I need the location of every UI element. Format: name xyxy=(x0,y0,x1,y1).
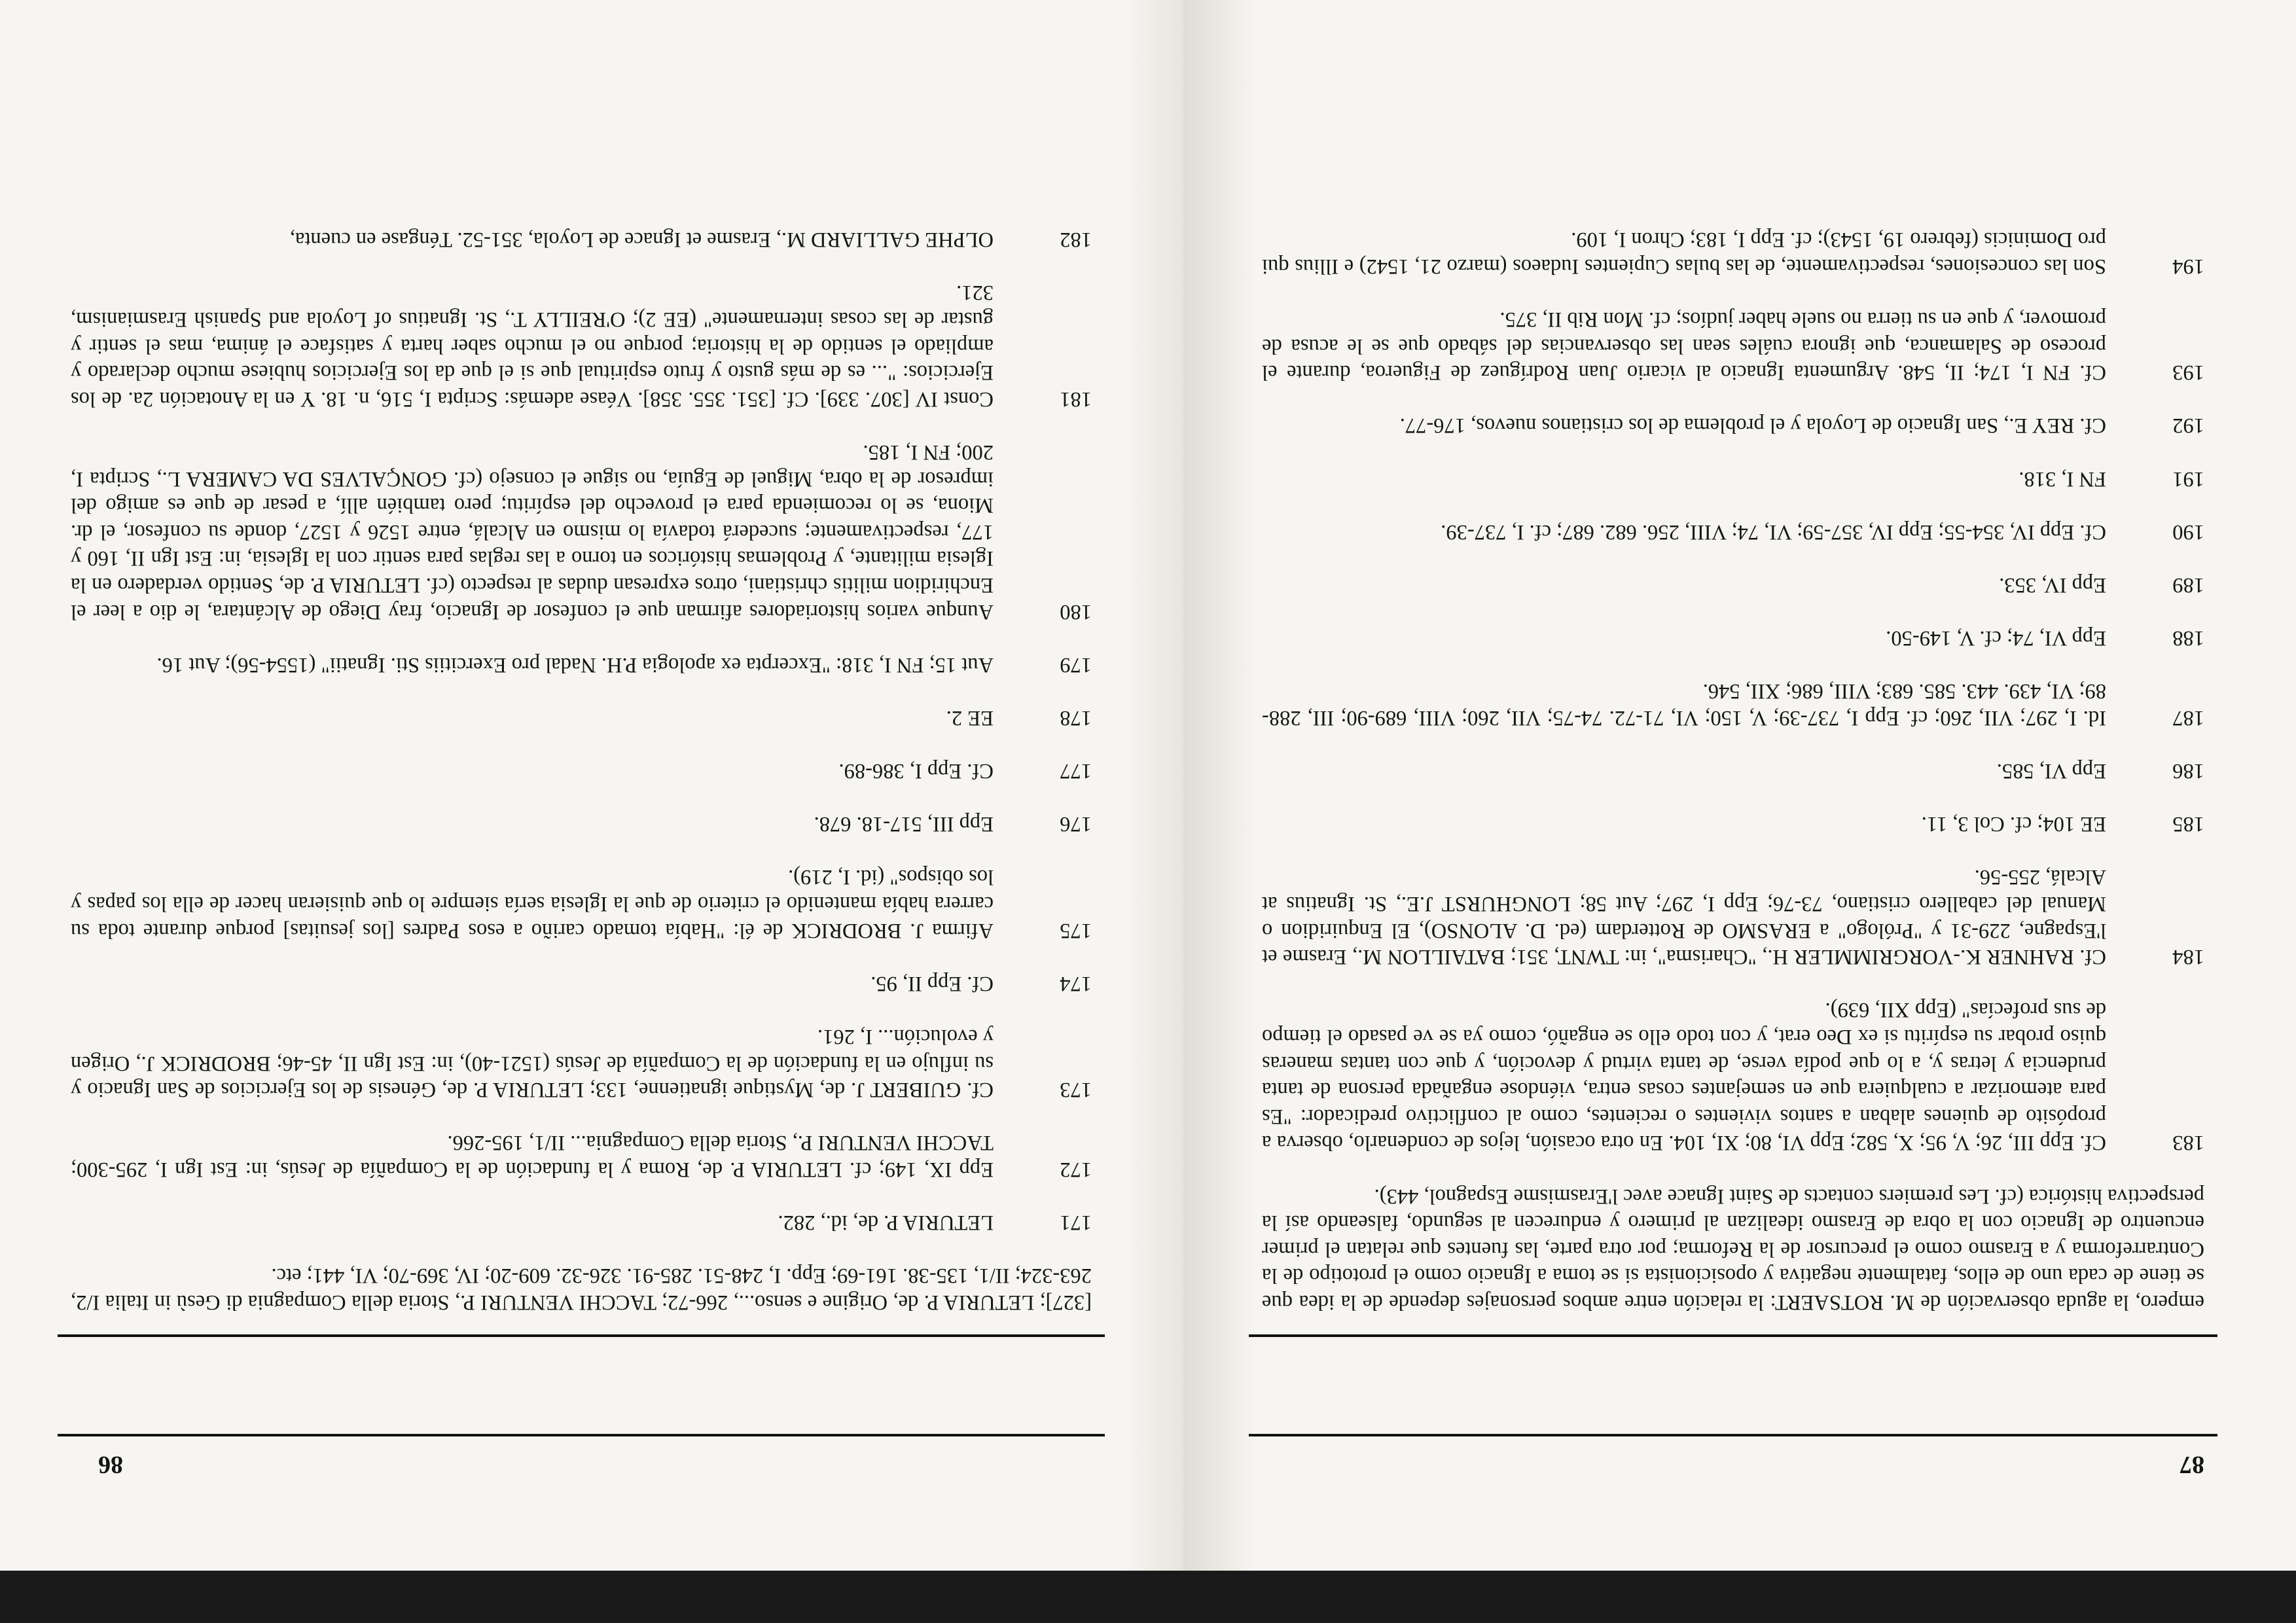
footnote-text: Cf. FN I, 174; II, 548. Argumenta Ignacio al vicario Juan Rodríguez de Figueroa, durante el proceso de Salamanca, que ignora cuáles sean las observancias del sábado que se le acusa de promover, y que en su tierra no suele haber judíos; cf. Mon Rib II, 375. xyxy=(1262,308,2106,385)
footnote xyxy=(71,1130,1092,1183)
footnote-text: Cf. Epp III, 26; V, 95; X, 582; Epp VI, 80; XI, 104. En otra ocasión, lejos de condenarlo, observa a propósito de quienes alaban a santos vivientes o recientes, como al conflictivo predicador: "Es para atemorizar a cualquiera que en semejantes cosas entra, viéndose engañada persona de tanta prudencia y letras y, a lo que podía verse, de tanta virtud y devoción, y que con tantas maneras quiso probar su espíritu si ex Deo erat, y con todo ello se engañó, como ya se ve pasado el tiempo de sus profecías" (Epp XII, 639). xyxy=(1262,998,2106,1155)
footnote-number: 181 xyxy=(1060,387,1092,411)
footnote-text: [327]; LETURIA P. de, Origine e senso..., 266-72; TACCHI VENTURI P., Storia della Compagnia di Gesù in Italia I/2, 263-324; II/1, 135-38. 161-69; Epp. I, 248-51. 285-91. 326-32. 609-20; IV, 369-70; VI, 441; etc. xyxy=(71,1264,1092,1314)
footnote-text: Cf. Epp II, 95. xyxy=(870,971,994,995)
footnote-text: OLPHE GALLIARD M., Erasme et Ignace de Loyola, 351-52. Téngase en cuenta, xyxy=(289,228,994,252)
footnote xyxy=(71,651,1092,678)
footnote xyxy=(1262,758,2204,785)
footnote-text: Aut 15; FN I, 318: "Excerpta ex apologia P.H. Nadal pro Exercitiis Sti. Ignatii" (1554-56); Aut 16. xyxy=(156,652,994,677)
footnote xyxy=(71,438,1092,624)
footnote xyxy=(1262,465,2204,492)
footnote-text: Epp IV, 353. xyxy=(1999,573,2106,597)
footnote xyxy=(1262,811,2204,838)
footnote-text: empero, la aguda observación de M. ROTSAERT: la relación entre ambos personajes depende de la idea que se tiene de cada uno de ellos, fatalmente negativa y oposicionista si se toma a Ignacio como el prototipo de la Contrarreforma y a Erasmo como el precursor de la Reforma; por otra parte, las fuentes que relatan el primer encuentro de Ignacio con la obra de Erasmo idealizan al primero y endurecen al segundo, falseando así la perspectiva histórica (cf. Les premiers contacts de Saint Ignace avec l'Erasmisme Espagnol, 443). xyxy=(1262,1184,2204,1314)
footnote xyxy=(1262,1183,2204,1315)
footnote xyxy=(71,279,1092,412)
footnote-number: 191 xyxy=(2172,467,2204,491)
footnote xyxy=(1262,997,2204,1156)
footnote-text: Son las concesiones, respectivamente, de las bulas Cupientes Iudaeos (marzo 21, 1542) e Illius qui pro Dominicis (febrero 19, 1543); cf. Epp I, 183; Chron I, 109. xyxy=(1262,228,2106,278)
footnote xyxy=(71,758,1092,785)
footnotes-list xyxy=(1262,200,2204,1315)
footnote-number: 182 xyxy=(1060,228,1092,252)
footnote-number: 177 xyxy=(1060,759,1092,783)
footnote-text: Cf. RAHNER K.-VORGRIMMLER H., "Charisma", in: TWNT, 351; BATAILLON M., Erasme et l'Espagne, 229-31 y "Prólogo" a ERASMO de Rotterdam (ed. D. ALONSO), El Enquiridion o Manual del caballero cristiano, 73-76; Epp I, 297; Aut 58; LONGHURST J.E., St. Ignatius at Alcalá, 255-56. xyxy=(1262,865,2106,969)
footnote-number: 185 xyxy=(2172,812,2204,836)
footnote xyxy=(1262,306,2204,385)
footnote xyxy=(1262,412,2204,439)
footnote-number: 193 xyxy=(2172,361,2204,385)
page-86 xyxy=(0,0,1183,1571)
footnote xyxy=(1262,518,2204,545)
footnote xyxy=(1262,571,2204,598)
footnote-number: 173 xyxy=(1060,1078,1092,1102)
footnote-number: 178 xyxy=(1060,705,1092,730)
footnote-text: Const IV [307. 339]. Cf. [351. 355. 358]. Véase además: Scripta I, 516, n. 18. Y en la Anotación 2a. de los Ejercicios: "... es de más gusto y fruto espiritual que si el que da los Ejercicios hubiese mucho declarado y ampliado el sentido de la historia; porque no el mucho saber harta y satisface el ánima, mas el sentir y gustar de las cosas internamente" (EE 2); O'REILLY T., St. Ignatius of Loyola and Spanish Erasmianism, 321. xyxy=(71,281,994,411)
footnote-text: Cf. GUIBERT J. de, Mystique ignatienne, 133; LETURIA P. de, Génesis de los Ejercicios de San Ignacio y su influjo en la fundación de la Compañía de Jesús (1521-40), in: Est Ign II, 45-46; BRODRICK J., Origen y evolución... I, 261. xyxy=(71,1025,994,1102)
footnote-number: 187 xyxy=(2172,705,2204,730)
footnote xyxy=(71,704,1092,731)
footnote-number: 180 xyxy=(1060,599,1092,624)
footnote xyxy=(1262,226,2204,279)
footnote-number: 174 xyxy=(1060,971,1092,995)
footnote-text: Epp VI, 585. xyxy=(1996,759,2106,783)
footnote-number: 190 xyxy=(2172,520,2204,544)
footnote-number: 172 xyxy=(1060,1158,1092,1182)
footnote-text: EE 2. xyxy=(946,705,994,730)
footnote xyxy=(71,1023,1092,1103)
footnote-text: Cf. Epp I, 386-89. xyxy=(838,759,994,783)
footnote-number: 184 xyxy=(2172,945,2204,969)
footnote xyxy=(1262,678,2204,731)
page-87 xyxy=(1183,0,2296,1571)
footnote-text: EE 104; cf. Col 3, 11. xyxy=(1921,812,2106,836)
footnote-text: Cf. Epp IV, 354-55; Epp IV, 357-59; VI, 74; VIII, 256. 682. 687; cf. I, 737-39. xyxy=(1441,520,2106,544)
footnote-number: 175 xyxy=(1060,918,1092,942)
footnote-number: 183 xyxy=(2172,1131,2204,1155)
footnote-text: FN I, 318. xyxy=(2018,467,2106,491)
page-number: 87 xyxy=(2179,1451,2204,1478)
header-rule xyxy=(58,1434,1105,1436)
footnote xyxy=(71,226,1092,253)
header-rule xyxy=(1249,1434,2217,1436)
footnotes-list xyxy=(71,200,1092,1315)
footnote-number: 192 xyxy=(2172,414,2204,438)
footnote-text: Id. I, 297; VII, 260; cf. Epp I, 737-39; V, 150; VI, 71-72. 74-75; VII, 260; VIII, 689-90; III, 288-89; VI, 439. 443. 585. 683; VIII, 686; XII, 546. xyxy=(1262,679,2106,730)
footnote-number: 188 xyxy=(2172,626,2204,651)
footnote-number: 179 xyxy=(1060,652,1092,677)
footnote-text: Aunque varios historiadores afirman que el confesor de Ignacio, fray Diego de Alcántara, le dio a leer el Enchiridion militis christiani, otros expresan dudas al respecto (cf. LETURIA P. de, Sentido verdadero en la Iglesia militante, y Problemas históricos en torno a las reglas para sentir con la Iglesia, in: Est Ign II, 160 y 177, respectivamente; sucederá todavía lo mismo en Alcalá, entre 1526 y 1527, donde su confesor, el dr. Miona, se lo recomienda para el provecho del espíritu; pero también allí, a pesar de que es amigo del impresor de la obra, Miguel de Eguía, no sigue el consejo (cf. GONÇALVES DA CAMERA L., Scripta I, 200; FN I, 185. xyxy=(71,440,994,624)
footnote xyxy=(71,970,1092,997)
footnote xyxy=(71,1209,1092,1236)
footnote-number: 186 xyxy=(2172,759,2204,783)
footnote-text: Epp VI, 74; cf. V, 149-50. xyxy=(1886,626,2106,651)
footnote xyxy=(71,864,1092,944)
footnote-text: Afirma J. BRODRICK de él: "Había tomado cariño a esos Padres [los jesuitas] porque durante toda su carrera había mantenido el criterio de que la Iglesia sería siempre lo que quisieran hacer de ella los papas y los obispos" (id. I, 219). xyxy=(71,865,994,942)
footnote xyxy=(1262,625,2204,652)
footnote xyxy=(71,811,1092,838)
footnote-number: 176 xyxy=(1060,812,1092,836)
footnote-text: LETURIA P. de, id., 282. xyxy=(778,1211,994,1235)
footnote-text: Epp IX, 149; cf. LETURIA P. de, Roma y la fundación de la Compañía de Jesús, in: Est Ign I, 295-300; TACCHI VENTURI P., Storia della Compagnia... II/1, 195-266. xyxy=(71,1131,994,1182)
footnote xyxy=(71,1262,1092,1315)
footnote-number: 194 xyxy=(2172,254,2204,278)
footnote-number: 189 xyxy=(2172,573,2204,597)
page-number: 86 xyxy=(98,1451,123,1478)
footnote-text: Epp III, 517-18. 678. xyxy=(814,812,994,836)
notes-top-rule xyxy=(1249,1334,2217,1337)
footnote-text: Cf. REY E., San Ignacio de Loyola y el problema de los cristianos nuevos, 176-77. xyxy=(1399,414,2106,438)
footnote xyxy=(1262,864,2204,970)
notes-top-rule xyxy=(58,1334,1105,1337)
footnote-number: 171 xyxy=(1060,1211,1092,1235)
